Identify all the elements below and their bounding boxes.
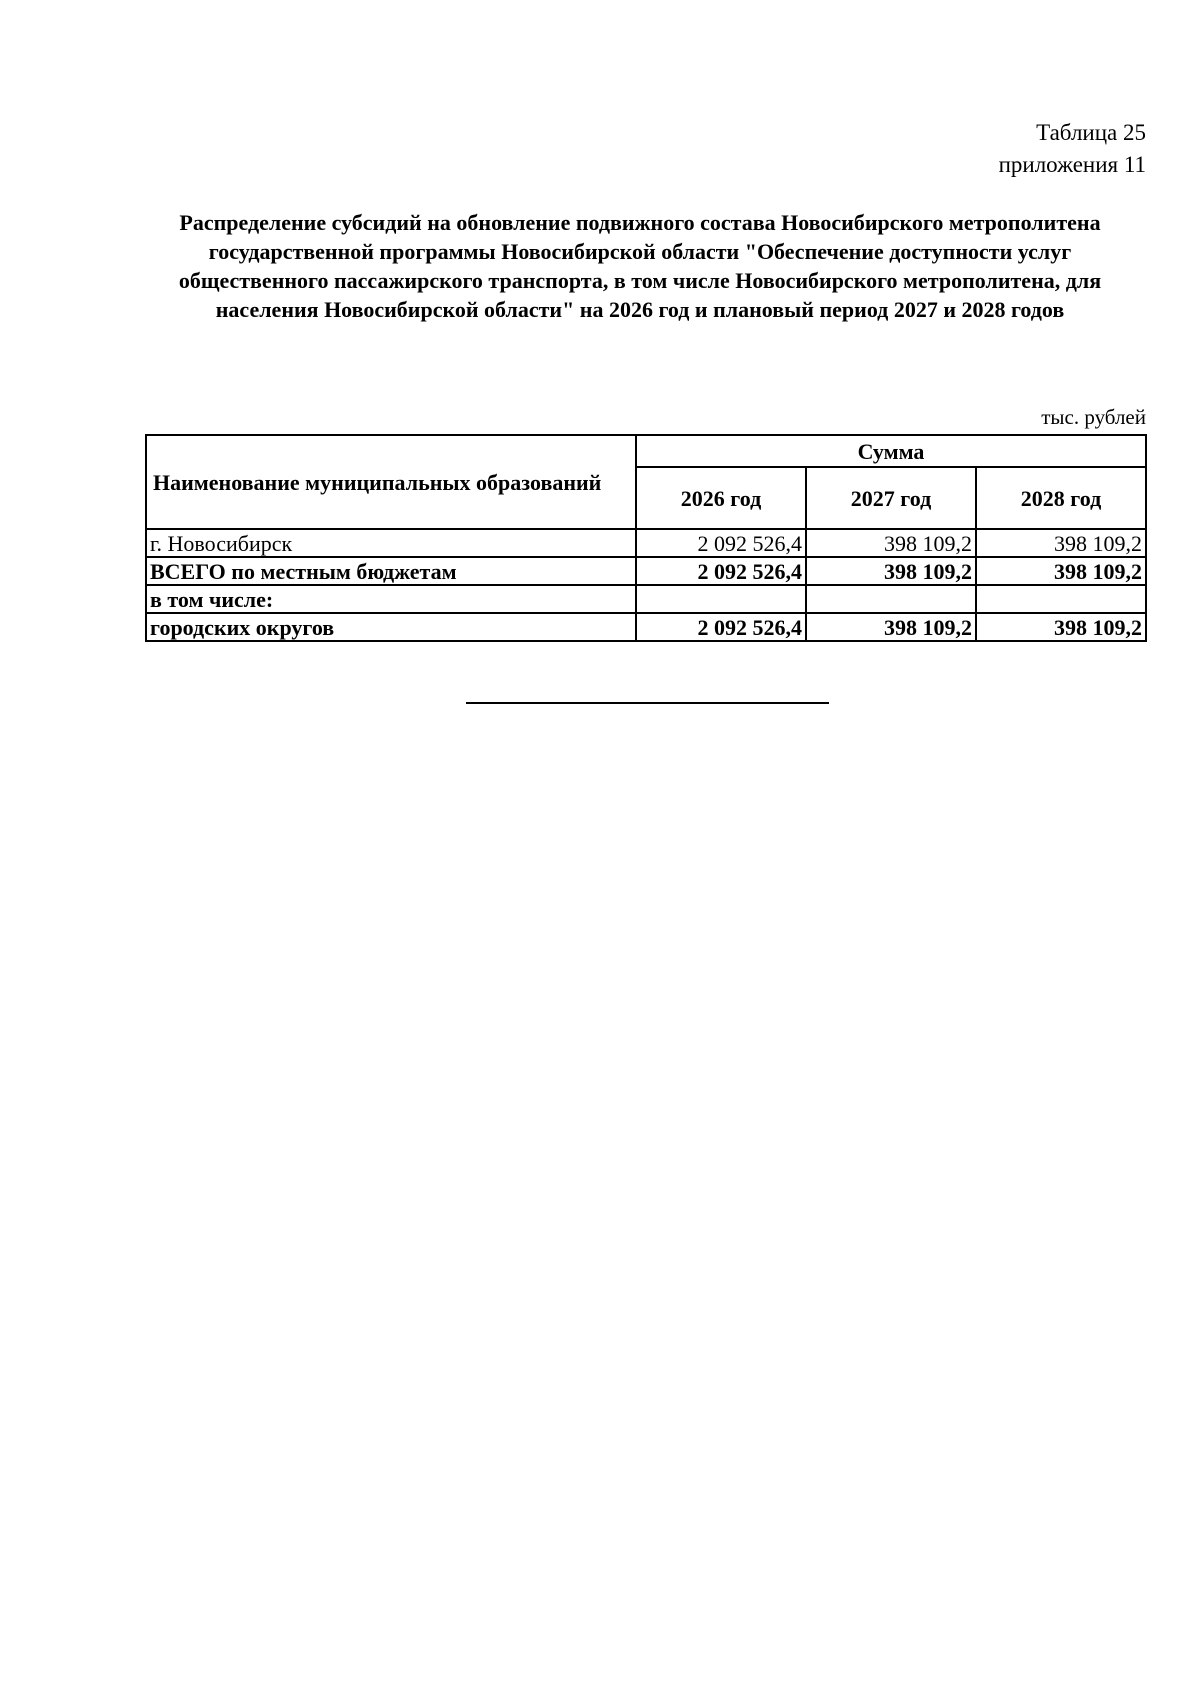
subsidy-table bbox=[145, 434, 1147, 642]
year-column-header-2026: 2026 год bbox=[636, 467, 806, 529]
units-label: тыс. рублей bbox=[1041, 405, 1146, 429]
year-column-header-2027: 2027 год bbox=[806, 467, 976, 529]
amount-2027: 398 109,2 bbox=[806, 529, 976, 557]
table-reference bbox=[999, 117, 1146, 181]
table-number-label: Таблица 25 bbox=[1036, 120, 1146, 145]
document-title bbox=[140, 208, 1140, 324]
amount-2026: 2 092 526,4 bbox=[636, 529, 806, 557]
year-column-header-2028: 2028 год bbox=[976, 467, 1146, 529]
title-line: государственной программы Новосибирской области "Обеспечение доступности услуг bbox=[208, 239, 1072, 264]
end-separator-line bbox=[466, 702, 829, 704]
amount-2026 bbox=[636, 585, 806, 613]
municipality-column-header: Наименование муниципальных образований bbox=[146, 435, 636, 529]
amount-2027 bbox=[806, 585, 976, 613]
title-line: населения Новосибирской области" на 2026 год и плановый период 2027 и 2028 годов bbox=[215, 297, 1065, 322]
table-row-urban-districts bbox=[146, 613, 1146, 641]
appendix-label: приложения 11 bbox=[998, 152, 1146, 177]
amount-2027: 398 109,2 bbox=[806, 557, 976, 585]
table-row-novosibirsk bbox=[146, 529, 1146, 557]
municipality-name: ВСЕГО по местным бюджетам bbox=[146, 557, 636, 585]
amount-2027: 398 109,2 bbox=[806, 613, 976, 641]
amount-2028 bbox=[976, 585, 1146, 613]
amount-2028: 398 109,2 bbox=[976, 557, 1146, 585]
municipality-name: городских округов bbox=[146, 613, 636, 641]
amount-2026: 2 092 526,4 bbox=[636, 613, 806, 641]
table-row-total-local-budgets bbox=[146, 557, 1146, 585]
municipality-name: г. Новосибирск bbox=[146, 529, 636, 557]
municipality-name: в том числе: bbox=[146, 585, 636, 613]
table-header-row bbox=[146, 435, 1146, 467]
amount-2028: 398 109,2 bbox=[976, 529, 1146, 557]
table-row-including bbox=[146, 585, 1146, 613]
amount-2026: 2 092 526,4 bbox=[636, 557, 806, 585]
title-line: общественного пассажирского транспорта, в том числе Новосибирского метрополитена, для bbox=[178, 268, 1102, 293]
title-line: Распределение субсидий на обновление подвижного состава Новосибирского метрополитена bbox=[179, 210, 1101, 235]
amount-2028: 398 109,2 bbox=[976, 613, 1146, 641]
sum-column-header: Сумма bbox=[636, 435, 1146, 467]
